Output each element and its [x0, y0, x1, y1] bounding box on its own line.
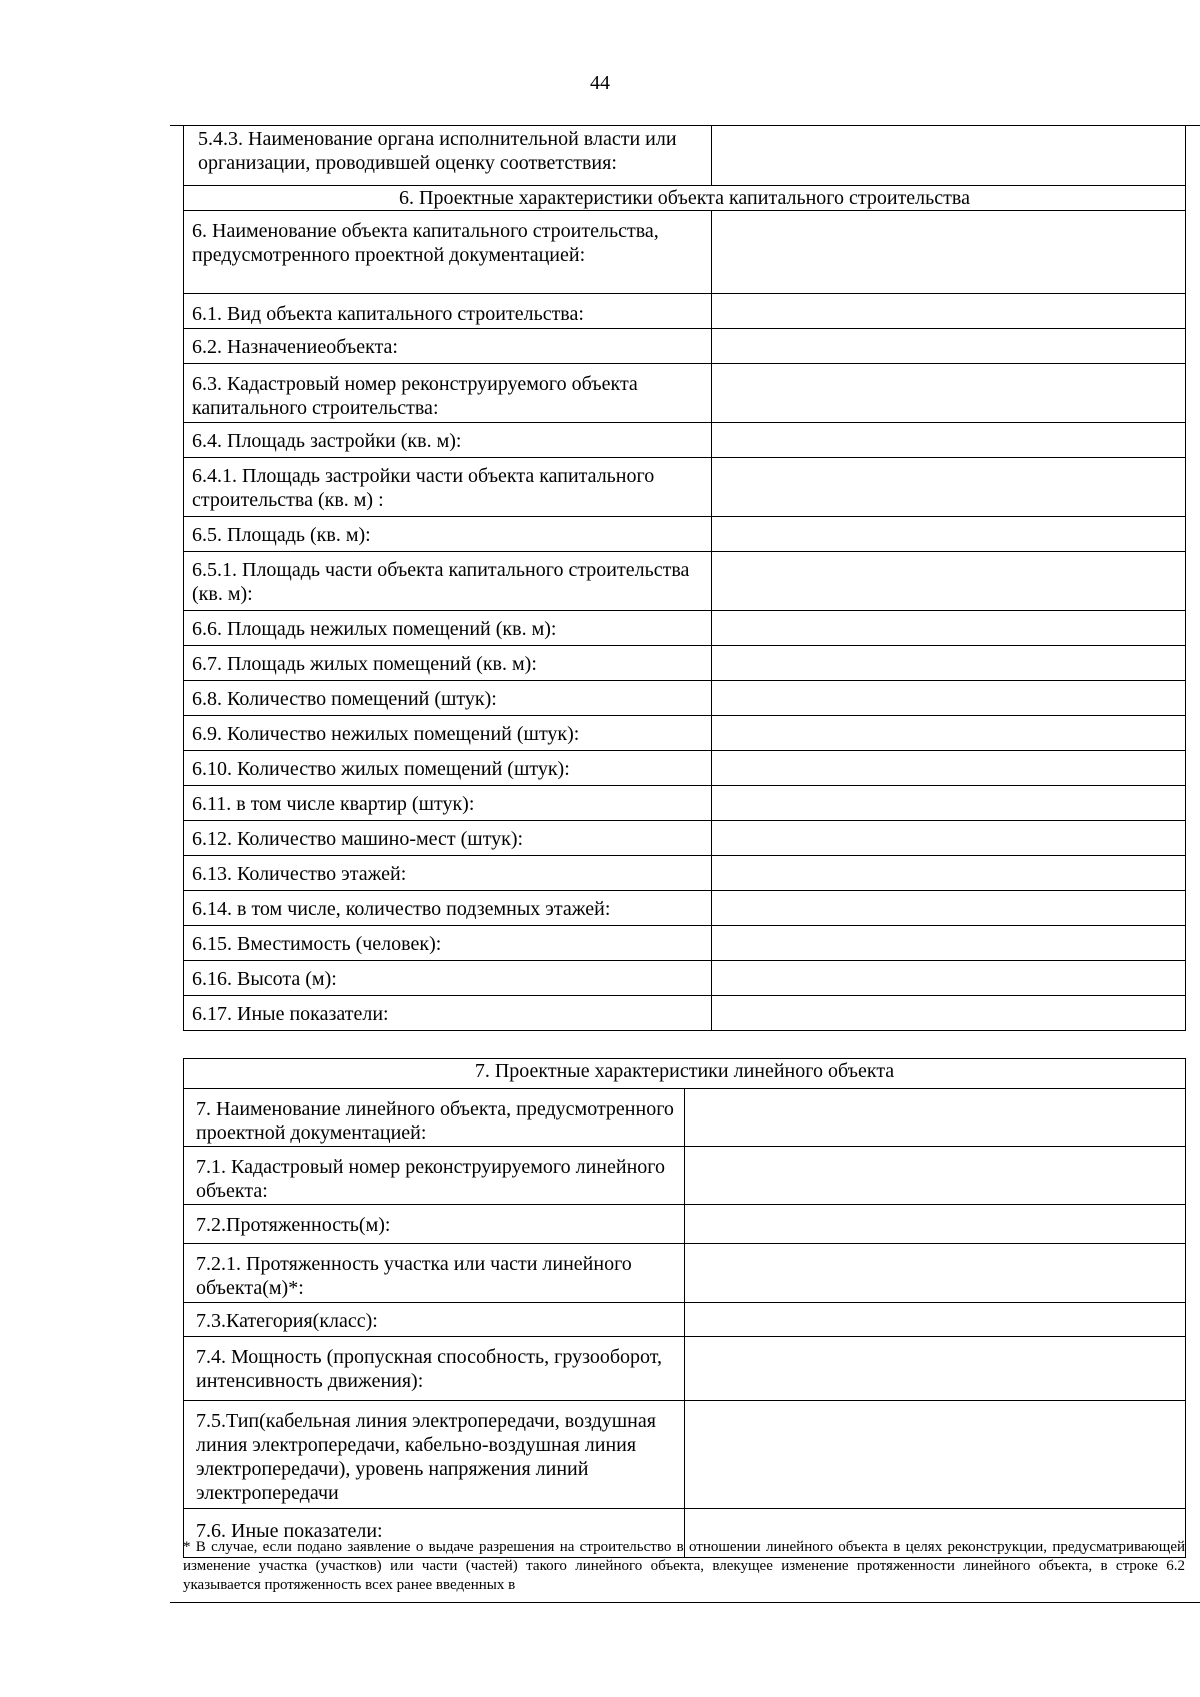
row-value-6-4-1[interactable] — [712, 458, 1186, 517]
table-row — [184, 751, 1186, 786]
table-row — [184, 961, 1186, 996]
table-row — [184, 786, 1186, 821]
table-row — [184, 294, 1186, 329]
row-label-6-4: 6.4. Площадь застройки (кв. м): — [184, 423, 712, 458]
row-label-6-14: 6.14. в том числе, количество подземных этажей: — [184, 891, 712, 926]
row-value-6-5-1[interactable] — [712, 552, 1186, 611]
section-6-title: 6. Проектные характеристики объекта капитального строительства — [184, 186, 1186, 211]
row-value-6-11[interactable] — [712, 786, 1186, 821]
row-value-6-13[interactable] — [712, 856, 1186, 891]
row-value-6-12[interactable] — [712, 821, 1186, 856]
row-value-6-17[interactable] — [712, 996, 1186, 1031]
row-value-6-3[interactable] — [712, 364, 1186, 423]
row-value-7-5[interactable] — [685, 1401, 1186, 1509]
table-row — [184, 552, 1186, 611]
table-row — [184, 517, 1186, 552]
table-row — [184, 611, 1186, 646]
row-label-7-2: 7.2.Протяженность(м): — [184, 1205, 685, 1244]
table-row — [184, 1401, 1186, 1509]
table-row — [184, 1089, 1186, 1147]
row-label-6-10: 6.10. Количество жилых помещений (штук): — [184, 751, 712, 786]
row-label-6-7: 6.7. Площадь жилых помещений (кв. м): — [184, 646, 712, 681]
table-row — [184, 458, 1186, 517]
row-label-6-6: 6.6. Площадь нежилых помещений (кв. м): — [184, 611, 712, 646]
section-header-row — [184, 1059, 1186, 1089]
row-value-6-10[interactable] — [712, 751, 1186, 786]
row-value-6-1[interactable] — [712, 294, 1186, 329]
row-value-6-15[interactable] — [712, 926, 1186, 961]
table-row — [184, 821, 1186, 856]
table-row — [184, 211, 1186, 294]
row-value-5-4-3[interactable] — [712, 126, 1186, 186]
table-row — [184, 926, 1186, 961]
table-section-7 — [183, 1058, 1186, 1558]
row-label-6-8: 6.8. Количество помещений (штук): — [184, 681, 712, 716]
row-label-6-12: 6.12. Количество машино-мест (штук): — [184, 821, 712, 856]
row-label-6-11: 6.11. в том числе квартир (штук): — [184, 786, 712, 821]
row-label-6: 6. Наименование объекта капитального строительства, предусмотренного проектной документацией: — [184, 211, 712, 294]
footnote-text: * В случае, если подано заявление о выдаче разрешения на строительство в отношении линейного объекта в целях реконструкции, предусматривающей изменение участка (участков) или части (частей) такого линейного объекта, влекущее изменение протяженности линейного объекта, в строке 6.2 указывается протяженность всех ранее введенных в — [183, 1539, 1185, 1593]
table-row — [184, 1337, 1186, 1401]
row-value-6-8[interactable] — [712, 681, 1186, 716]
row-value-6-14[interactable] — [712, 891, 1186, 926]
table-row — [184, 996, 1186, 1031]
row-value-7[interactable] — [685, 1089, 1186, 1147]
row-label-6-13: 6.13. Количество этажей: — [184, 856, 712, 891]
row-value-6-7[interactable] — [712, 646, 1186, 681]
row-label-6-5-1: 6.5.1. Площадь части объекта капитального строительства (кв. м): — [184, 552, 712, 611]
row-label-7: 7. Наименование линейного объекта, предусмотренного проектной документацией: — [184, 1089, 685, 1147]
row-value-7-3[interactable] — [685, 1303, 1186, 1337]
row-label-6-2: 6.2. Назначениеобъекта: — [184, 329, 712, 364]
row-label-6-5: 6.5. Площадь (кв. м): — [184, 517, 712, 552]
row-label-7-2-1: 7.2.1. Протяженность участка или части линейного объекта(м)*: — [184, 1244, 685, 1303]
row-value-6-16[interactable] — [712, 961, 1186, 996]
row-label-7-5: 7.5.Тип(кабельная линия электропередачи, воздушная линия электропередачи, кабельно-воздушная линия электропередачи), уровень напряжения линий электропередачи — [184, 1401, 685, 1509]
table-row — [184, 1147, 1186, 1205]
table-row — [184, 126, 1186, 186]
row-value-6-2[interactable] — [712, 329, 1186, 364]
row-label-6-15: 6.15. Вместимость (человек): — [184, 926, 712, 961]
table-row — [184, 681, 1186, 716]
footnote-rule — [170, 1602, 1200, 1603]
row-value-7-2[interactable] — [685, 1205, 1186, 1244]
table-row — [184, 891, 1186, 926]
table-row — [184, 329, 1186, 364]
row-label-7-6: 7.6. Иные показатели: — [184, 1509, 685, 1558]
row-label-6-4-1: 6.4.1. Площадь застройки части объекта капитального строительства (кв. м) : — [184, 458, 712, 517]
table-row — [184, 646, 1186, 681]
row-value-7-4[interactable] — [685, 1337, 1186, 1401]
table-row — [184, 1244, 1186, 1303]
table-section-6 — [183, 125, 1186, 1031]
table-row — [184, 856, 1186, 891]
row-label-6-3: 6.3. Кадастровый номер реконструируемого объекта капитального строительства: — [184, 364, 712, 423]
row-label-7-4: 7.4. Мощность (пропускная способность, грузооборот, интенсивность движения): — [184, 1337, 685, 1401]
row-value-6-9[interactable] — [712, 716, 1186, 751]
table-row — [184, 364, 1186, 423]
row-value-6-6[interactable] — [712, 611, 1186, 646]
row-value-6[interactable] — [712, 211, 1186, 294]
page-number: 44 — [590, 72, 610, 94]
row-label-6-9: 6.9. Количество нежилых помещений (штук): — [184, 716, 712, 751]
row-label-7-3: 7.3.Категория(класс): — [184, 1303, 685, 1337]
row-label-5-4-3: 5.4.3. Наименование органа исполнительной власти или организации, проводившей оценку соответствия: — [184, 126, 712, 186]
row-value-6-5[interactable] — [712, 517, 1186, 552]
row-label-6-17: 6.17. Иные показатели: — [184, 996, 712, 1031]
row-value-6-4[interactable] — [712, 423, 1186, 458]
table-row — [184, 1205, 1186, 1244]
row-label-7-1: 7.1. Кадастровый номер реконструируемого линейного объекта: — [184, 1147, 685, 1205]
table-row — [184, 716, 1186, 751]
row-label-6-1: 6.1. Вид объекта капитального строительства: — [184, 294, 712, 329]
section-header-row — [184, 186, 1186, 211]
row-label-6-16: 6.16. Высота (м): — [184, 961, 712, 996]
section-7-title: 7. Проектные характеристики линейного объекта — [184, 1059, 1186, 1089]
row-value-7-1[interactable] — [685, 1147, 1186, 1205]
table-row — [184, 1303, 1186, 1337]
row-value-7-2-1[interactable] — [685, 1244, 1186, 1303]
table-row — [184, 423, 1186, 458]
